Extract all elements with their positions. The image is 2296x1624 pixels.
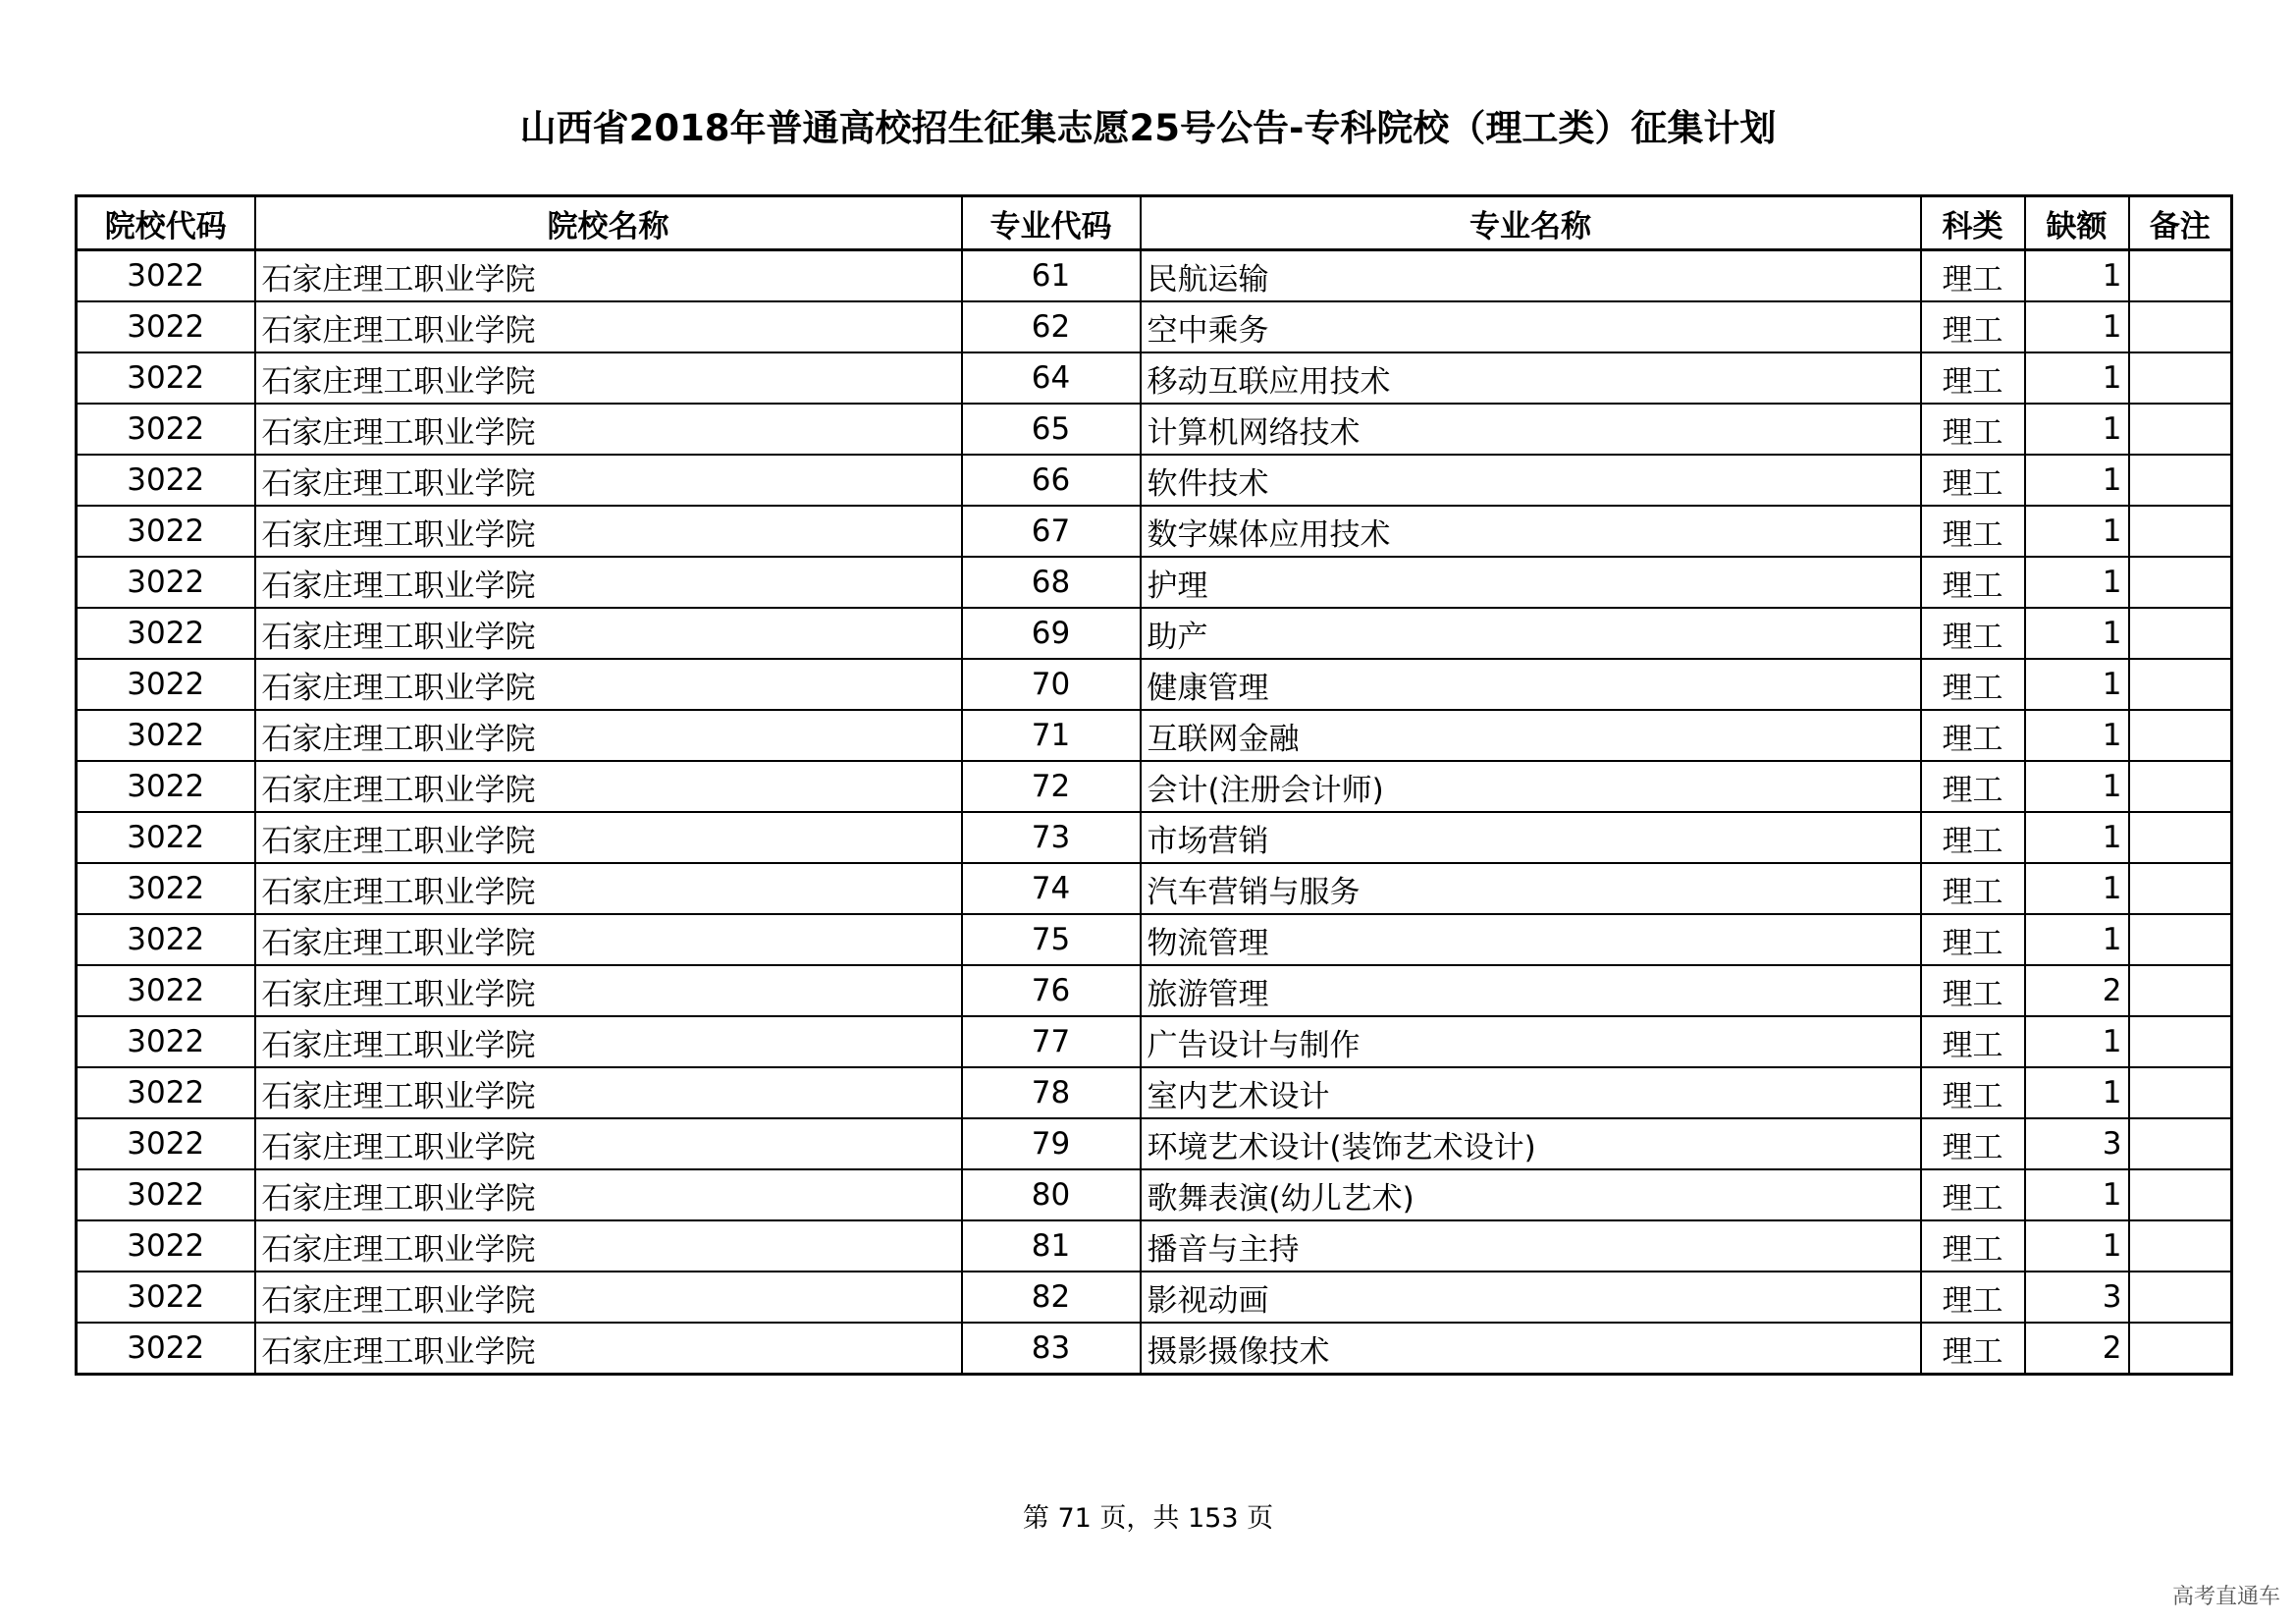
category-cell: 理工 <box>1921 1272 2025 1323</box>
vacancy-cell: 2 <box>2025 1323 2129 1375</box>
vacancy-cell: 1 <box>2025 1067 2129 1118</box>
school-code-cell: 3022 <box>77 761 255 812</box>
major-code-cell: 71 <box>962 710 1141 761</box>
header-remarks: 备注 <box>2129 196 2232 250</box>
school-code-cell: 3022 <box>77 250 255 302</box>
remarks-cell <box>2129 710 2232 761</box>
category-cell: 理工 <box>1921 608 2025 659</box>
major-code-cell: 83 <box>962 1323 1141 1375</box>
major-code-cell: 72 <box>962 761 1141 812</box>
category-cell: 理工 <box>1921 301 2025 352</box>
table-header <box>77 196 2232 250</box>
school-code-cell: 3022 <box>77 710 255 761</box>
school-name-cell: 石家庄理工职业学院 <box>255 250 962 302</box>
category-cell: 理工 <box>1921 812 2025 863</box>
category-cell: 理工 <box>1921 1323 2025 1375</box>
remarks-cell <box>2129 1323 2232 1375</box>
major-code-cell: 79 <box>962 1118 1141 1169</box>
remarks-cell <box>2129 812 2232 863</box>
category-cell: 理工 <box>1921 506 2025 557</box>
school-code-cell: 3022 <box>77 608 255 659</box>
school-name-cell: 石家庄理工职业学院 <box>255 1220 962 1272</box>
watermark-text: 高考直通车 <box>2171 1585 2280 1609</box>
major-name-cell: 数字媒体应用技术 <box>1141 506 1921 557</box>
school-code-cell: 3022 <box>77 659 255 710</box>
table-body <box>77 250 2232 1375</box>
remarks-cell <box>2129 455 2232 506</box>
major-name-cell: 影视动画 <box>1141 1272 1921 1323</box>
major-name-cell: 市场营销 <box>1141 812 1921 863</box>
header-major-name: 专业名称 <box>1141 196 1921 250</box>
major-name-cell: 互联网金融 <box>1141 710 1921 761</box>
school-name-cell: 石家庄理工职业学院 <box>255 506 962 557</box>
major-name-cell: 物流管理 <box>1141 914 1921 965</box>
school-code-cell: 3022 <box>77 1323 255 1375</box>
category-cell: 理工 <box>1921 710 2025 761</box>
table-row <box>77 1169 2232 1220</box>
school-name-cell: 石家庄理工职业学院 <box>255 557 962 608</box>
major-code-cell: 66 <box>962 455 1141 506</box>
remarks-cell <box>2129 301 2232 352</box>
school-code-cell: 3022 <box>77 352 255 404</box>
major-code-cell: 81 <box>962 1220 1141 1272</box>
major-code-cell: 73 <box>962 812 1141 863</box>
remarks-cell <box>2129 1118 2232 1169</box>
major-name-cell: 会计(注册会计师) <box>1141 761 1921 812</box>
table-row <box>77 301 2232 352</box>
vacancy-cell: 1 <box>2025 1016 2129 1067</box>
major-name-cell: 摄影摄像技术 <box>1141 1323 1921 1375</box>
table-row <box>77 557 2232 608</box>
category-cell: 理工 <box>1921 404 2025 455</box>
header-vacancy: 缺额 <box>2025 196 2129 250</box>
major-name-cell: 计算机网络技术 <box>1141 404 1921 455</box>
major-code-cell: 67 <box>962 506 1141 557</box>
major-code-cell: 82 <box>962 1272 1141 1323</box>
category-cell: 理工 <box>1921 352 2025 404</box>
category-cell: 理工 <box>1921 1016 2025 1067</box>
major-name-cell: 护理 <box>1141 557 1921 608</box>
vacancy-cell: 1 <box>2025 659 2129 710</box>
vacancy-cell: 1 <box>2025 506 2129 557</box>
table-row <box>77 1220 2232 1272</box>
remarks-cell <box>2129 352 2232 404</box>
school-name-cell: 石家庄理工职业学院 <box>255 1067 962 1118</box>
school-name-cell: 石家庄理工职业学院 <box>255 352 962 404</box>
school-code-cell: 3022 <box>77 1272 255 1323</box>
school-code-cell: 3022 <box>77 301 255 352</box>
vacancy-cell: 1 <box>2025 250 2129 302</box>
category-cell: 理工 <box>1921 863 2025 914</box>
category-cell: 理工 <box>1921 1067 2025 1118</box>
remarks-cell <box>2129 557 2232 608</box>
table-row <box>77 812 2232 863</box>
table-row <box>77 1016 2232 1067</box>
vacancy-cell: 1 <box>2025 761 2129 812</box>
vacancy-cell: 1 <box>2025 812 2129 863</box>
school-code-cell: 3022 <box>77 404 255 455</box>
school-code-cell: 3022 <box>77 863 255 914</box>
school-name-cell: 石家庄理工职业学院 <box>255 1272 962 1323</box>
major-name-cell: 移动互联应用技术 <box>1141 352 1921 404</box>
table-row <box>77 608 2232 659</box>
school-code-cell: 3022 <box>77 1067 255 1118</box>
enrollment-plan-table <box>75 194 2233 1376</box>
table-row <box>77 352 2232 404</box>
major-code-cell: 68 <box>962 557 1141 608</box>
table-row <box>77 1067 2232 1118</box>
major-name-cell: 广告设计与制作 <box>1141 1016 1921 1067</box>
vacancy-cell: 1 <box>2025 404 2129 455</box>
major-code-cell: 61 <box>962 250 1141 302</box>
major-code-cell: 70 <box>962 659 1141 710</box>
page-footer: 第 71 页，共 153 页 <box>1022 1503 1274 1534</box>
table-row <box>77 914 2232 965</box>
school-name-cell: 石家庄理工职业学院 <box>255 761 962 812</box>
school-name-cell: 石家庄理工职业学院 <box>255 659 962 710</box>
table-row <box>77 1118 2232 1169</box>
school-name-cell: 石家庄理工职业学院 <box>255 1169 962 1220</box>
vacancy-cell: 1 <box>2025 455 2129 506</box>
remarks-cell <box>2129 761 2232 812</box>
category-cell: 理工 <box>1921 455 2025 506</box>
category-cell: 理工 <box>1921 250 2025 302</box>
school-code-cell: 3022 <box>77 965 255 1016</box>
major-code-cell: 64 <box>962 352 1141 404</box>
remarks-cell <box>2129 863 2232 914</box>
remarks-cell <box>2129 1016 2232 1067</box>
table-row <box>77 863 2232 914</box>
vacancy-cell: 3 <box>2025 1118 2129 1169</box>
remarks-cell <box>2129 404 2232 455</box>
remarks-cell <box>2129 1220 2232 1272</box>
table-row <box>77 404 2232 455</box>
remarks-cell <box>2129 1169 2232 1220</box>
major-name-cell: 播音与主持 <box>1141 1220 1921 1272</box>
remarks-cell <box>2129 1067 2232 1118</box>
header-row <box>77 196 2232 250</box>
category-cell: 理工 <box>1921 1220 2025 1272</box>
major-name-cell: 空中乘务 <box>1141 301 1921 352</box>
table-row <box>77 455 2232 506</box>
school-name-cell: 石家庄理工职业学院 <box>255 301 962 352</box>
school-code-cell: 3022 <box>77 557 255 608</box>
major-name-cell: 旅游管理 <box>1141 965 1921 1016</box>
school-code-cell: 3022 <box>77 506 255 557</box>
vacancy-cell: 1 <box>2025 301 2129 352</box>
table-row <box>77 250 2232 302</box>
major-code-cell: 65 <box>962 404 1141 455</box>
major-code-cell: 80 <box>962 1169 1141 1220</box>
remarks-cell <box>2129 659 2232 710</box>
table-row <box>77 965 2232 1016</box>
header-category: 科类 <box>1921 196 2025 250</box>
category-cell: 理工 <box>1921 914 2025 965</box>
vacancy-cell: 1 <box>2025 1220 2129 1272</box>
vacancy-cell: 1 <box>2025 710 2129 761</box>
school-name-cell: 石家庄理工职业学院 <box>255 455 962 506</box>
major-name-cell: 汽车营销与服务 <box>1141 863 1921 914</box>
category-cell: 理工 <box>1921 761 2025 812</box>
remarks-cell <box>2129 506 2232 557</box>
school-name-cell: 石家庄理工职业学院 <box>255 1323 962 1375</box>
major-code-cell: 62 <box>962 301 1141 352</box>
remarks-cell <box>2129 608 2232 659</box>
document-title: 山西省2018年普通高校招生征集志愿25号公告-专科院校（理工类）征集计划 <box>519 107 1777 149</box>
school-code-cell: 3022 <box>77 1169 255 1220</box>
school-name-cell: 石家庄理工职业学院 <box>255 812 962 863</box>
remarks-cell <box>2129 1272 2232 1323</box>
header-major-code: 专业代码 <box>962 196 1141 250</box>
vacancy-cell: 3 <box>2025 1272 2129 1323</box>
category-cell: 理工 <box>1921 659 2025 710</box>
vacancy-cell: 2 <box>2025 965 2129 1016</box>
vacancy-cell: 1 <box>2025 352 2129 404</box>
school-name-cell: 石家庄理工职业学院 <box>255 863 962 914</box>
school-name-cell: 石家庄理工职业学院 <box>255 1118 962 1169</box>
table-row <box>77 506 2232 557</box>
table-row <box>77 761 2232 812</box>
school-code-cell: 3022 <box>77 455 255 506</box>
major-name-cell: 民航运输 <box>1141 250 1921 302</box>
remarks-cell <box>2129 250 2232 302</box>
major-name-cell: 健康管理 <box>1141 659 1921 710</box>
school-code-cell: 3022 <box>77 812 255 863</box>
category-cell: 理工 <box>1921 1118 2025 1169</box>
major-name-cell: 室内艺术设计 <box>1141 1067 1921 1118</box>
remarks-cell <box>2129 965 2232 1016</box>
vacancy-cell: 1 <box>2025 863 2129 914</box>
school-code-cell: 3022 <box>77 1118 255 1169</box>
category-cell: 理工 <box>1921 965 2025 1016</box>
school-name-cell: 石家庄理工职业学院 <box>255 965 962 1016</box>
school-code-cell: 3022 <box>77 1016 255 1067</box>
major-code-cell: 78 <box>962 1067 1141 1118</box>
vacancy-cell: 1 <box>2025 914 2129 965</box>
major-code-cell: 76 <box>962 965 1141 1016</box>
table-row <box>77 1272 2232 1323</box>
remarks-cell <box>2129 914 2232 965</box>
major-name-cell: 歌舞表演(幼儿艺术) <box>1141 1169 1921 1220</box>
header-school-name: 院校名称 <box>255 196 962 250</box>
table-row <box>77 659 2232 710</box>
school-name-cell: 石家庄理工职业学院 <box>255 608 962 659</box>
category-cell: 理工 <box>1921 1169 2025 1220</box>
table-row <box>77 1323 2232 1375</box>
header-school-code: 院校代码 <box>77 196 255 250</box>
table-row <box>77 710 2232 761</box>
major-code-cell: 69 <box>962 608 1141 659</box>
vacancy-cell: 1 <box>2025 557 2129 608</box>
vacancy-cell: 1 <box>2025 1169 2129 1220</box>
major-code-cell: 77 <box>962 1016 1141 1067</box>
major-name-cell: 助产 <box>1141 608 1921 659</box>
school-name-cell: 石家庄理工职业学院 <box>255 914 962 965</box>
school-name-cell: 石家庄理工职业学院 <box>255 710 962 761</box>
vacancy-cell: 1 <box>2025 608 2129 659</box>
school-name-cell: 石家庄理工职业学院 <box>255 404 962 455</box>
major-code-cell: 74 <box>962 863 1141 914</box>
major-name-cell: 软件技术 <box>1141 455 1921 506</box>
major-name-cell: 环境艺术设计(装饰艺术设计) <box>1141 1118 1921 1169</box>
school-code-cell: 3022 <box>77 1220 255 1272</box>
major-code-cell: 75 <box>962 914 1141 965</box>
category-cell: 理工 <box>1921 557 2025 608</box>
school-code-cell: 3022 <box>77 914 255 965</box>
school-name-cell: 石家庄理工职业学院 <box>255 1016 962 1067</box>
